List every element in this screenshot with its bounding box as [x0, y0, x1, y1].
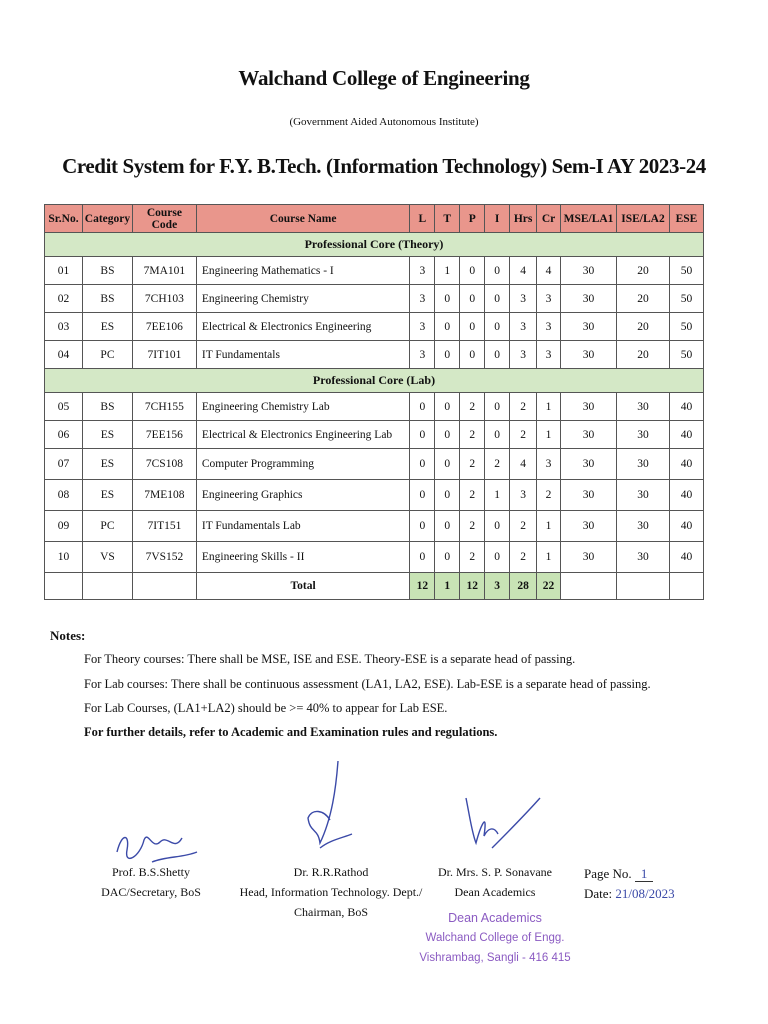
total-hours-cell: 3 [510, 313, 537, 341]
lecture-hours-cell: 0 [410, 542, 435, 573]
sr-no-cell: 02 [45, 285, 83, 313]
empty-cell [561, 573, 617, 600]
course-name-cell: Computer Programming [196, 449, 409, 480]
credits-cell: 1 [537, 511, 561, 542]
ese-cell: 40 [669, 511, 703, 542]
category-cell: PC [82, 341, 132, 369]
lecture-hours-cell: 3 [410, 313, 435, 341]
total-p: 12 [460, 573, 485, 600]
ise-la2-cell: 20 [617, 285, 670, 313]
credits-cell: 4 [537, 257, 561, 285]
course-name-cell: IT Fundamentals [196, 341, 409, 369]
dean-stamp [405, 908, 585, 968]
tutorial-hours-cell: 0 [435, 542, 460, 573]
course-code-cell: 7CH103 [132, 285, 196, 313]
sr-no-cell: 04 [45, 341, 83, 369]
credits-cell: 3 [537, 449, 561, 480]
credit-table [44, 204, 704, 600]
course-code-cell: 7VS152 [132, 542, 196, 573]
section-label: Professional Core (Lab) [45, 369, 704, 393]
practical-hours-cell: 2 [460, 393, 485, 421]
lecture-hours-cell: 0 [410, 421, 435, 449]
total-hours-cell: 3 [510, 341, 537, 369]
category-cell: ES [82, 480, 132, 511]
col-header: Hrs [510, 205, 537, 233]
tutorial-hours-cell: 0 [435, 341, 460, 369]
course-code-cell: 7EE106 [132, 313, 196, 341]
credits-cell: 3 [537, 313, 561, 341]
ise-la2-cell: 30 [617, 511, 670, 542]
signatory-name: Dr. Mrs. S. P. Sonavane [437, 865, 552, 879]
lecture-hours-cell: 0 [410, 449, 435, 480]
table-body [45, 233, 704, 600]
credits-cell: 3 [537, 285, 561, 313]
course-name-cell: Engineering Graphics [196, 480, 409, 511]
table-row [45, 449, 704, 480]
table-row [45, 480, 704, 511]
signatory-role: Head, Information Technology. Dept./ [239, 885, 423, 899]
empty-cell [82, 573, 132, 600]
category-cell: VS [82, 542, 132, 573]
tutorial-hours-cell: 0 [435, 421, 460, 449]
section-row-theory [45, 233, 704, 257]
signatory-shetty [96, 862, 206, 902]
mse-la1-cell: 30 [561, 257, 617, 285]
credits-cell: 3 [537, 341, 561, 369]
practical-hours-cell: 2 [460, 542, 485, 573]
note-item: For further details, refer to Academic and Examination rules and regulations. [84, 725, 498, 739]
practical-hours-cell: 0 [460, 285, 485, 313]
col-header: I [485, 205, 510, 233]
institute-name: Walchand College of Engineering [238, 66, 530, 90]
i-hours-cell: 0 [485, 313, 510, 341]
note-item: For Theory courses: There shall be MSE, ISE and ESE. Theory-ESE is a separate head of passing. [84, 652, 576, 666]
i-hours-cell: 0 [485, 511, 510, 542]
signatory-role: Dean Academics [454, 885, 536, 899]
mse-la1-cell: 30 [561, 511, 617, 542]
page-value: 1 [635, 866, 654, 882]
course-name-cell: Electrical & Electronics Engineering Lab [196, 421, 409, 449]
sr-no-cell: 07 [45, 449, 83, 480]
signatory-sonavane [420, 862, 570, 902]
signatory-name: Dr. R.R.Rathod [293, 865, 369, 879]
practical-hours-cell: 0 [460, 341, 485, 369]
practical-hours-cell: 2 [460, 449, 485, 480]
col-header: Cr [537, 205, 561, 233]
col-header: Category [82, 205, 132, 233]
category-cell: BS [82, 257, 132, 285]
mse-la1-cell: 30 [561, 341, 617, 369]
credits-cell: 1 [537, 421, 561, 449]
date-value: 21/08/2023 [615, 886, 675, 901]
ise-la2-cell: 30 [617, 421, 670, 449]
lecture-hours-cell: 0 [410, 393, 435, 421]
tutorial-hours-cell: 0 [435, 480, 460, 511]
total-hours-cell: 2 [510, 542, 537, 573]
ese-cell: 50 [669, 313, 703, 341]
credits-cell: 1 [537, 393, 561, 421]
total-hours-cell: 3 [510, 285, 537, 313]
i-hours-cell: 0 [485, 341, 510, 369]
empty-cell [669, 573, 703, 600]
signatory-name: Prof. B.S.Shetty [111, 865, 190, 879]
practical-hours-cell: 2 [460, 511, 485, 542]
table-row [45, 542, 704, 573]
col-header: L [410, 205, 435, 233]
course-name-cell: Engineering Skills - II [196, 542, 409, 573]
credits-cell: 2 [537, 480, 561, 511]
i-hours-cell: 0 [485, 542, 510, 573]
course-code-cell: 7EE156 [132, 421, 196, 449]
signatory-role: Chairman, BoS [294, 905, 368, 919]
category-cell: BS [82, 285, 132, 313]
table-row [45, 257, 704, 285]
course-name-cell: Electrical & Electronics Engineering [196, 313, 409, 341]
table-row [45, 511, 704, 542]
lecture-hours-cell: 3 [410, 257, 435, 285]
course-code-cell: 7CS108 [132, 449, 196, 480]
date-label: Date: [584, 886, 613, 901]
table-header-row [45, 205, 704, 233]
course-name-cell: Engineering Mathematics - I [196, 257, 409, 285]
col-header: Course Name [196, 205, 409, 233]
total-hours-cell: 4 [510, 449, 537, 480]
course-code-cell: 7CH155 [132, 393, 196, 421]
total-label: Total [196, 573, 409, 600]
table-row [45, 313, 704, 341]
sr-no-cell: 09 [45, 511, 83, 542]
total-t: 1 [435, 573, 460, 600]
stamp-line: Dean Academics [448, 911, 542, 925]
ese-cell: 40 [669, 480, 703, 511]
sr-no-cell: 08 [45, 480, 83, 511]
mse-la1-cell: 30 [561, 421, 617, 449]
ise-la2-cell: 20 [617, 341, 670, 369]
ese-cell: 50 [669, 257, 703, 285]
total-hours-cell: 2 [510, 393, 537, 421]
col-header: ESE [669, 205, 703, 233]
note-item: For Lab Courses, (LA1+LA2) should be >= 40% to appear for Lab ESE. [84, 701, 448, 715]
course-code-cell: 7ME108 [132, 480, 196, 511]
col-header: T [435, 205, 460, 233]
i-hours-cell: 1 [485, 480, 510, 511]
signature-rathod-image [300, 758, 360, 863]
total-i: 3 [485, 573, 510, 600]
stamp-line: Vishrambag, Sangli - 416 415 [419, 952, 571, 964]
tutorial-hours-cell: 1 [435, 257, 460, 285]
empty-cell [617, 573, 670, 600]
total-hours-cell: 4 [510, 257, 537, 285]
course-code-cell: 7IT101 [132, 341, 196, 369]
ese-cell: 40 [669, 542, 703, 573]
sr-no-cell: 05 [45, 393, 83, 421]
sr-no-cell: 06 [45, 421, 83, 449]
ise-la2-cell: 30 [617, 480, 670, 511]
i-hours-cell: 0 [485, 285, 510, 313]
institute-subtitle: (Government Aided Autonomous Institute) [289, 116, 479, 128]
tutorial-hours-cell: 0 [435, 285, 460, 313]
signature-sonavane-image [458, 788, 548, 858]
course-code-cell: 7IT151 [132, 511, 196, 542]
tutorial-hours-cell: 0 [435, 511, 460, 542]
ise-la2-cell: 30 [617, 449, 670, 480]
empty-cell [45, 573, 83, 600]
ese-cell: 40 [669, 449, 703, 480]
col-header: Sr.No. [45, 205, 83, 233]
lecture-hours-cell: 3 [410, 341, 435, 369]
document-title: Credit System for F.Y. B.Tech. (Information Technology) Sem-I AY 2023-24 [62, 154, 706, 178]
ise-la2-cell: 20 [617, 257, 670, 285]
stamp-line: Walchand College of Engg. [425, 932, 565, 944]
table-row [45, 393, 704, 421]
category-cell: BS [82, 393, 132, 421]
sr-no-cell: 01 [45, 257, 83, 285]
i-hours-cell: 0 [485, 421, 510, 449]
mse-la1-cell: 30 [561, 480, 617, 511]
ese-cell: 40 [669, 421, 703, 449]
tutorial-hours-cell: 0 [435, 313, 460, 341]
total-hours-cell: 2 [510, 511, 537, 542]
total-cr: 22 [537, 573, 561, 600]
col-header: Course Code [132, 205, 196, 233]
ese-cell: 50 [669, 285, 703, 313]
page-label: Page No. [584, 866, 632, 881]
table-row [45, 341, 704, 369]
category-cell: ES [82, 449, 132, 480]
total-row [45, 573, 704, 600]
total-hours-cell: 2 [510, 421, 537, 449]
practical-hours-cell: 2 [460, 480, 485, 511]
sr-no-cell: 03 [45, 313, 83, 341]
col-header: P [460, 205, 485, 233]
ise-la2-cell: 30 [617, 542, 670, 573]
section-row-lab [45, 369, 704, 393]
mse-la1-cell: 30 [561, 393, 617, 421]
note-item: For Lab courses: There shall be continuous assessment (LA1, LA2, ESE). Lab-ESE is a separate head of passing. [84, 677, 651, 691]
tutorial-hours-cell: 0 [435, 393, 460, 421]
practical-hours-cell: 0 [460, 313, 485, 341]
total-l: 12 [410, 573, 435, 600]
practical-hours-cell: 0 [460, 257, 485, 285]
total-hours-cell: 3 [510, 480, 537, 511]
i-hours-cell: 0 [485, 257, 510, 285]
page-date-block [584, 864, 684, 904]
course-name-cell: Engineering Chemistry [196, 285, 409, 313]
course-name-cell: Engineering Chemistry Lab [196, 393, 409, 421]
i-hours-cell: 0 [485, 393, 510, 421]
mse-la1-cell: 30 [561, 313, 617, 341]
sr-no-cell: 10 [45, 542, 83, 573]
category-cell: ES [82, 421, 132, 449]
mse-la1-cell: 30 [561, 449, 617, 480]
notes-heading: Notes: [50, 628, 86, 643]
course-code-cell: 7MA101 [132, 257, 196, 285]
practical-hours-cell: 2 [460, 421, 485, 449]
total-hrs: 28 [510, 573, 537, 600]
mse-la1-cell: 30 [561, 542, 617, 573]
category-cell: PC [82, 511, 132, 542]
signatory-rathod [236, 862, 426, 922]
ese-cell: 50 [669, 341, 703, 369]
credits-cell: 1 [537, 542, 561, 573]
empty-cell [132, 573, 196, 600]
course-name-cell: IT Fundamentals Lab [196, 511, 409, 542]
ese-cell: 40 [669, 393, 703, 421]
tutorial-hours-cell: 0 [435, 449, 460, 480]
section-label: Professional Core (Theory) [45, 233, 704, 257]
lecture-hours-cell: 0 [410, 480, 435, 511]
lecture-hours-cell: 3 [410, 285, 435, 313]
mse-la1-cell: 30 [561, 285, 617, 313]
ise-la2-cell: 30 [617, 393, 670, 421]
i-hours-cell: 2 [485, 449, 510, 480]
ise-la2-cell: 20 [617, 313, 670, 341]
col-header: ISE/LA2 [617, 205, 670, 233]
col-header: MSE/LA1 [561, 205, 617, 233]
table-row [45, 285, 704, 313]
lecture-hours-cell: 0 [410, 511, 435, 542]
category-cell: ES [82, 313, 132, 341]
table-row [45, 421, 704, 449]
signatory-role: DAC/Secretary, BoS [101, 885, 201, 899]
